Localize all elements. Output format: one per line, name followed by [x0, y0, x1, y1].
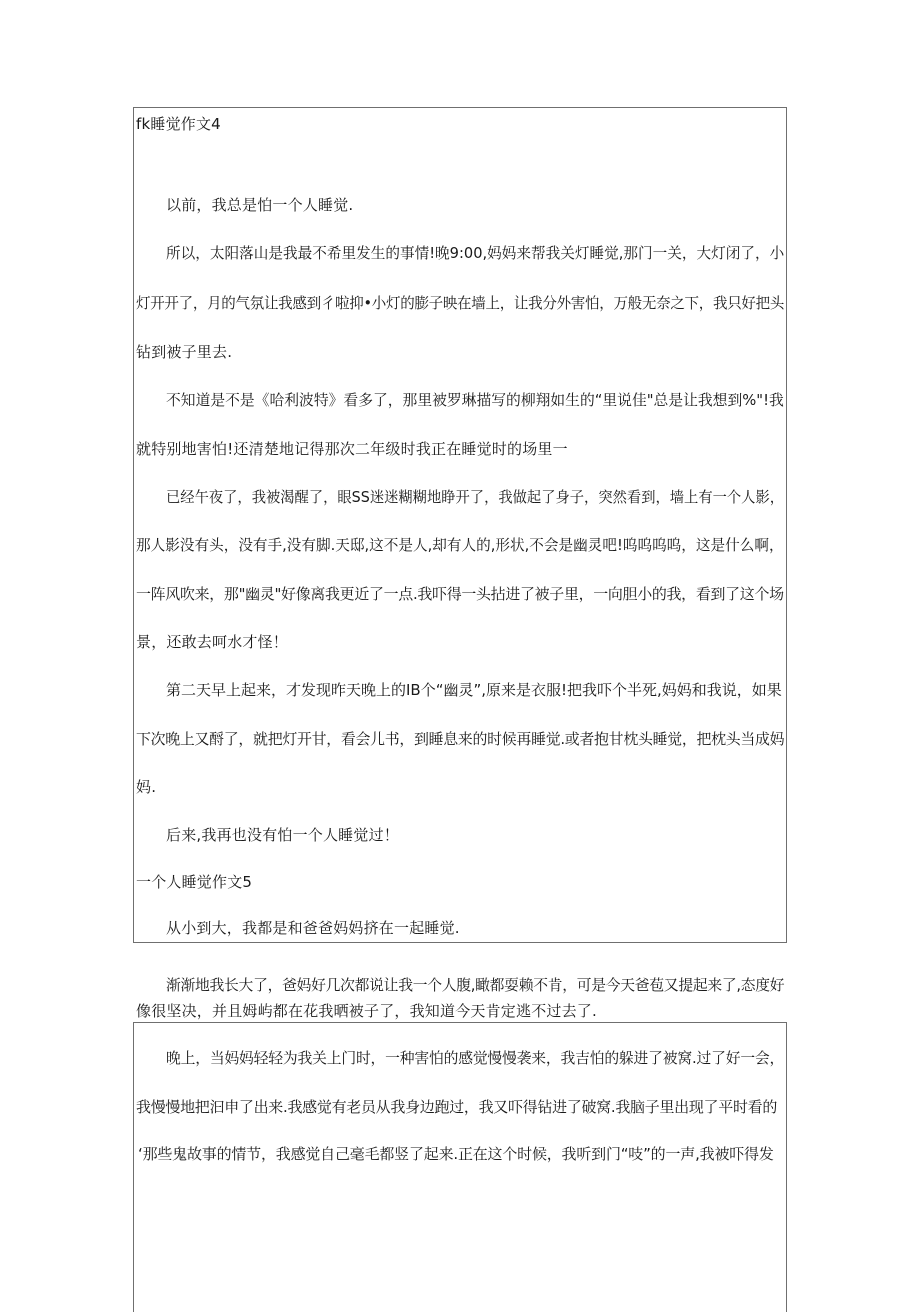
paragraph-line: 第二天早上起来，才发现昨天晚上的IB个“幽灵”,原来是衣服!把我吓个半死,妈妈和我说，如果: [166, 681, 782, 699]
paragraph-line: 景，还敢去呵水才怪！: [136, 633, 289, 651]
paragraph-line: 我慢慢地把汩申了出来.我感觉有老员从我身边跑过，我又吓得钻进了破窝.我脑子里出现了平时看的: [136, 1098, 778, 1116]
paragraph-line: 下次晚上又酹了，就把灯开甘，看会儿书，到睡息来的时候再睡觉.或者抱甘枕头睡觉，把枕头当成妈: [136, 730, 785, 748]
paragraph-line: 灯开开了，月的气氛让我感到彳啦抑•小灯的膨子映在墙上，让我分外害怕，万般无奈之下，我只好把头: [136, 294, 785, 312]
paragraph-line: 已经午夜了，我被渴醒了，眼SS迷迷糊糊地睁开了，我做起了身子，突然看到，墙上有一个人影，: [166, 488, 785, 506]
paragraph-line: 一阵风吹来，那"幽灵"好像离我更近了一点.我吓得一头拈进了被子里，一向胆小的我，看到了这个场: [136, 585, 784, 603]
paragraph-line: ‘那些鬼故事的情节，我感觉自己毫毛都竖了起来.正在这个时候，我听到门“吱”的一声,我被吓得发: [138, 1145, 774, 1163]
essay-title-4: fk睡觉作文4: [136, 115, 221, 133]
paragraph-line: 晚上，当妈妈轻轻为我关上门时，一种害怕的感觉慢慢袭来，我吉怕的躲进了被窝.过了好一会，: [166, 1049, 785, 1067]
paragraph-line: 渐渐地我长大了，爸妈好几次都说让我一个人腹,瞰都耍赖不肯，可是今天爸苞又提起来了,态度好: [166, 976, 785, 994]
essay-box-1: [133, 107, 787, 943]
paragraph-line: 钻到被子里去.: [136, 343, 233, 361]
paragraph-line: 以前，我总是怕一个人睡觉.: [166, 196, 354, 214]
paragraph-line: 从小到大，我都是和爸爸妈妈挤在一起睡觉.: [166, 919, 460, 937]
paragraph-line: 后来,我再也没有怕一个人睡觉过！: [166, 826, 399, 844]
paragraph-line: 妈.: [136, 778, 157, 796]
paragraph-line: 所以，太阳落山是我最不希里发生的事情!晚9:00,妈妈来帮我关灯睡觉,那门一关，大灯闭了，小: [166, 244, 785, 262]
paragraph-line: 就特别地害怕!还清楚地记得那次二年级时我正在睡觉时的场里一: [136, 440, 568, 458]
paragraph-line: 不知道是不是《哈利波特》看多了，那里被罗琳描写的柳翔如生的“里说佳"总是让我想到%"!我: [166, 391, 784, 409]
paragraph-line: 那人影没有头，没有手,没有脚.天邸,这不是人,却有人的,形状,不会是幽灵吧!呜呜呜呜，这是什么啊，: [136, 536, 784, 554]
essay-title-5: 一个人睡觉作文5: [136, 873, 253, 891]
paragraph-line: 像很坚决，并且姆屿都在花我晒被子了，我知道今天肯定逃不过去了.: [136, 1002, 597, 1020]
